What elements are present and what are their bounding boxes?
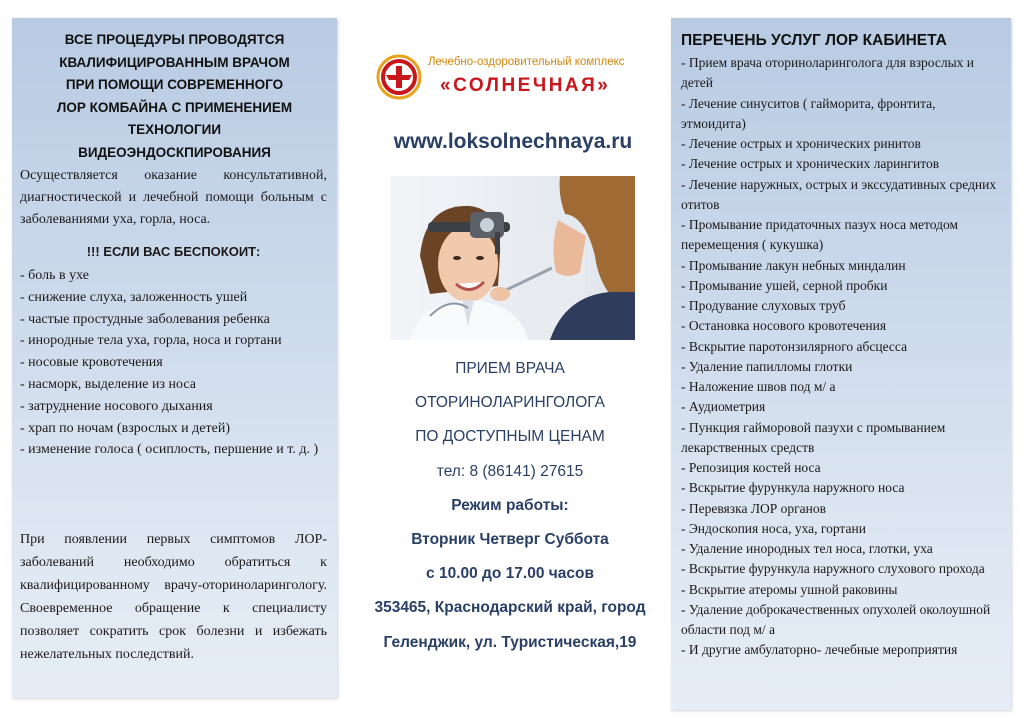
symptoms-list [20, 265, 327, 461]
service-item: - Вскрытие паротонзилярного абсцесса [681, 338, 908, 354]
appointment-line: ПРИЕМ ВРАЧА [455, 360, 565, 377]
specialty-line: ОТОРИНОЛАРИНГОЛОГА [415, 394, 605, 411]
intro-paragraph: Осуществляется оказание консультативной, диагностической и лечебной помощи больным с заболеваниями уха, горла, носа. [20, 168, 327, 227]
service-item: - Пункция гайморовой пазухи с промыванием лекарственных средств [681, 419, 946, 455]
symptom-item: - затруднение носового дыхания [20, 398, 213, 414]
symptom-item: - инородные тела уха, горла, носа и гортани [20, 333, 282, 349]
service-item: - Перевязка ЛОР органов [681, 500, 826, 516]
symptom-item: - изменение голоса ( осиплость, першение и т. д. ) [20, 442, 319, 458]
procedures-heading [22, 29, 327, 164]
clinic-logo [376, 54, 666, 104]
service-item: - Вскрытие фурункула наружного носа [681, 480, 905, 496]
warning-heading: !!! ЕСЛИ ВАС БЕСПОКОИТ: [86, 244, 261, 259]
heading-line: ВИДЕОЭНДОСКПИРОВАНИЯ [78, 144, 271, 160]
phone-line[interactable]: тел: 8 (86141) 27615 [436, 463, 584, 480]
heading-line: ПРИ ПОМОЩИ СОВРЕМЕННОГО [65, 77, 284, 92]
heading-line: КВАЛИФИЦИРОВАННЫМ ВРАЧОМ [59, 54, 290, 70]
advice-paragraph: При появлении первых симптомов ЛОР-заболеваний необходимо обратиться к квалифицированному врачу-оториноларингологу. Своевременное обращение к специалисту позволяет сократить срок болезни и избежать нежелательных последствий. [20, 532, 327, 662]
hours-title: Режим работы: [451, 497, 569, 514]
prices-line: ПО ДОСТУПНЫМ ЦЕНАМ [415, 428, 605, 445]
symptom-item: - боль в ухе [20, 268, 89, 283]
service-item: - Продувание слуховых труб [681, 298, 846, 313]
service-item: - Удаление доброкачественных опухолей околоушной области под м/ а [681, 601, 991, 637]
service-item: - Лечение острых и хронических ринитов [681, 136, 921, 151]
service-item: - Аудиометрия [681, 399, 766, 415]
service-item: - Эндоскопия носа, уха, гортани [681, 520, 866, 536]
service-item: - Лечение синуситов ( гайморита, фронтита, этмоидита) [681, 95, 936, 131]
website-link[interactable]: www.loksolnechnaya.ru [393, 130, 633, 153]
service-item: - Промывание лакун небных миндалин [681, 257, 906, 273]
address-line-1: 353465, Краснодарский край, город [374, 599, 646, 616]
symptom-item: - насморк, выделение из носа [20, 376, 196, 392]
service-item: - Удаление папилломы глотки [681, 358, 853, 374]
symptom-item: - частые простудные заболевания ребенка [20, 311, 270, 327]
logo-subtitle: Лечебно-оздоровительный комплекс [428, 56, 625, 68]
address-line-2: Геленджик, ул. Туристическая,19 [383, 634, 637, 651]
doctor-patient-photo [390, 176, 635, 340]
symptom-item: - носовые кровотечения [20, 355, 163, 371]
exam-illustration [390, 176, 635, 340]
service-item: - Лечение острых и хронических ларингитов [681, 156, 940, 172]
service-item: - Промывание придаточных пазух носа методом перемещения ( кукушка) [681, 217, 959, 253]
service-item: - Наложение швов под м/ а [681, 379, 836, 394]
symptom-item: - снижение слуха, заложенность ушей [20, 289, 248, 305]
service-item: - И другие амбулаторно- лечебные мероприятия [681, 642, 958, 658]
heading-line: ВСЕ ПРОЦЕДУРЫ ПРОВОДЯТСЯ [64, 32, 285, 47]
work-hours: с 10.00 до 17.00 часов [426, 565, 594, 582]
logo-emblem-icon [376, 54, 422, 100]
service-item: - Лечение наружных, острых и экссудативных средних отитов [681, 176, 997, 212]
service-item: - Репозиция костей носа [681, 460, 821, 475]
heading-line: ТЕХНОЛОГИИ [127, 122, 222, 137]
work-days: Вторник Четверг Суббота [411, 531, 609, 548]
service-item: - Удаление инородных тел носа, глотки, уха [681, 541, 933, 556]
service-item: - Остановка носового кровотечения [681, 318, 887, 334]
service-item: - Промывание ушей, серной пробки [681, 277, 888, 293]
logo-name: «СОЛНЕЧНАЯ» [440, 75, 611, 96]
symptom-item: - храп по ночам (взрослых и детей) [20, 420, 230, 436]
services-list [681, 53, 999, 661]
service-item: - Вскрытие атеромы ушной раковины [681, 581, 898, 597]
service-item: - Прием врача оториноларинголога для взрослых и детей [681, 55, 975, 91]
service-item: - Вскрытие фурункула наружного слухового прохода [681, 561, 985, 577]
services-heading: ПЕРЕЧЕНЬ УСЛУГ ЛОР КАБИНЕТА [681, 32, 947, 49]
heading-line: ЛОР КОМБАЙНА С ПРИМЕНЕНИЕМ [56, 99, 293, 115]
